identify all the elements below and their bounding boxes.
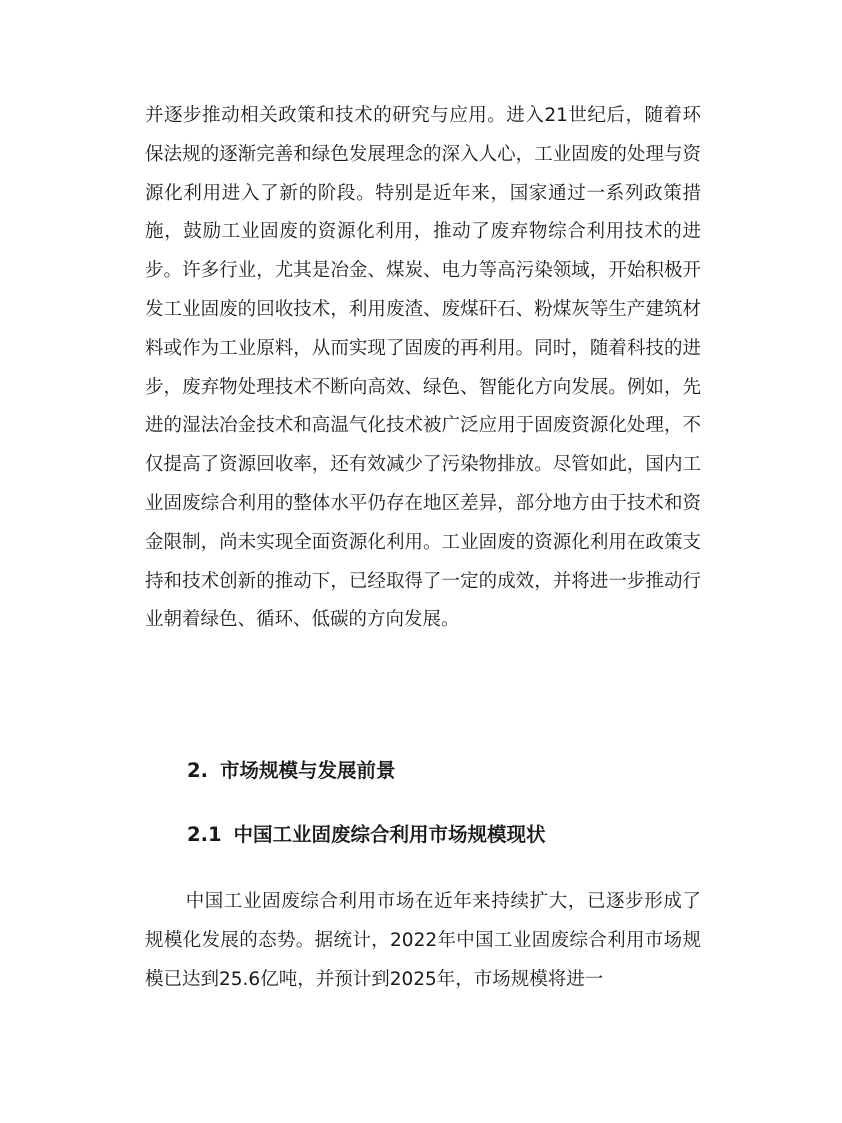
body-paragraph-market: 中国工业固废综合利用市场在近年来持续扩大，已逐步形成了规模化发展的态势。据统计，2022年中国工业固废综合利用市场规模已达到25.6亿吨，并预计到2025年，市场规模将进一 — [145, 891, 701, 990]
body-paragraph: 并逐步推动相关政策和技术的研究与应用。进入21世纪后，随着环保法规的逐渐完善和绿色发展理念的深入人心，工业固废的处理与资源化利用进入了新的阶段。特别是近年来，国家通过一系列政策措施，鼓励工业固废的资源化利用，推动了废弃物综合利用技术的进步。许多行业，尤其是冶金、煤炭、电力等高污染领域，开始积极开发工业固废的回收技术，利用废渣、废煤矸石、粉煤灰等生产建筑材料或作为工业原料，从而实现了固废的再利用。同时，随着科技的进步，废弃物处理技术不断向高效、绿色、智能化方向发展。例如，先进的湿法冶金技术和高温气化技术被广泛应用于固废资源化处理，不仅提高了资源回收率，还有效减少了污染物排放。尽管如此，国内工业固废综合利用的整体水平仍存在地区差异，部分地方由于技术和资金限制，尚未实现全面资源化利用。工业固废的资源化利用在政策支持和技术创新的推动下，已经取得了一定的成效，并将进一步推动行业朝着绿色、循环、低碳的方向发展。 — [145, 105, 701, 631]
subsection-number: 2.1 — [187, 823, 222, 846]
section-heading — [187, 756, 396, 786]
subsection-heading — [187, 820, 546, 850]
subsection-title: 中国工业固废综合利用市场规模现状 — [233, 823, 546, 846]
section-title: 市场规模与发展前景 — [219, 759, 396, 782]
section-number: 2. — [187, 759, 208, 782]
